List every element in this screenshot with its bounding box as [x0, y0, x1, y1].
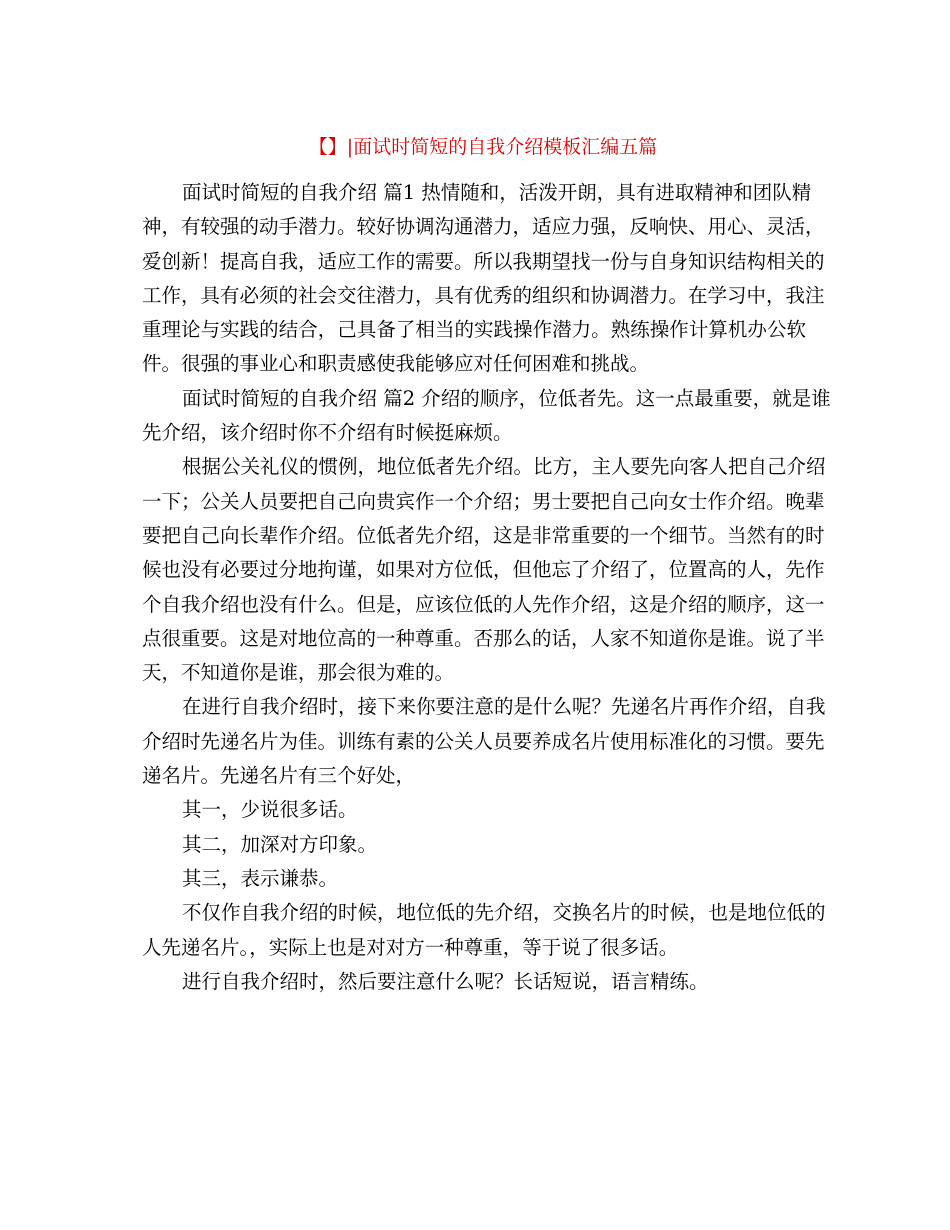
paragraph-line: 其三，表示谦恭。	[182, 866, 339, 890]
paragraph-line: 面试时简短的自我介绍 篇1 热情随和，活泼开朗，具有进取精神和团队精	[182, 181, 812, 204]
paragraph-line: 爱创新！提高自我，适应工作的需要。所以我期望找一份与自身知识结构相关的	[142, 249, 825, 273]
paragraph-line: 其二，加深对方印象。	[182, 832, 378, 856]
paragraph-line: 候也没有必要过分地拘谨，如果对方位低，但他忘了介绍了，位置高的人，先作	[142, 558, 825, 582]
paragraph	[142, 862, 806, 896]
paragraph-line: 递名片。先递名片有三个好处，	[142, 764, 416, 788]
paragraph-line: 进行自我介绍时，然后要注意什么呢？长话短说，语言精练。	[182, 969, 709, 993]
paragraph-line: 点很重要。这是对地位高的一种尊重。否那么的话，人家不知道你是谁。说了半	[142, 626, 825, 650]
paragraph	[142, 690, 826, 793]
paragraph-line: 要把自己向长辈作介绍。位低者先介绍，这是非常重要的一个细节。当然有的时	[142, 523, 825, 547]
document-title: 【】|面试时简短的自我介绍模板汇编五篇	[308, 136, 658, 158]
paragraph	[142, 828, 806, 862]
paragraph	[142, 793, 806, 827]
paragraph-line: 介绍时先递名片为佳。训练有素的公关人员要养成名片使用标准化的习惯。要先	[142, 729, 825, 753]
paragraph-line: 人先递名片。，实际上也是对对方一种尊重，等于说了很多话。	[142, 935, 679, 959]
paragraph-line: 重理论与实践的结合，己具备了相当的实践操作潜力。熟练操作计算机办公软	[142, 318, 806, 342]
paragraph	[142, 176, 825, 382]
paragraph-line: 一下；公关人员要把自己向贵宾作一个介绍；男士要把自己向女士作介绍。晚辈	[142, 489, 825, 513]
paragraph-line: 个自我介绍也没有什么。但是，应该位低的人先作介绍，这是介绍的顺序，这一	[142, 592, 825, 616]
paragraph-line: 先介绍，该介绍时你不介绍有时候挺麻烦。	[142, 421, 513, 445]
paragraph-line: 神，有较强的动手潜力。较好协调沟通潜力，适应力强，反响快、用心、灵活，	[142, 215, 825, 239]
paragraph-line: 根据公关礼仪的惯例，地位低者先介绍。比方，主人要先向客人把自己介绍	[182, 455, 826, 479]
paragraph-line: 在进行自我介绍时，接下来你要注意的是什么呢？先递名片再作介绍，自我	[182, 695, 826, 719]
paragraph-line: 不仅作自我介绍的时候，地位低的先介绍，交换名片的时候，也是地位低的	[182, 901, 826, 925]
paragraph-line: 天，不知道你是谁，那会很为难的。	[142, 661, 455, 685]
paragraph-line: 工作，具有必须的社会交往潜力，具有优秀的组织和协调潜力。在学习中，我注	[142, 283, 825, 307]
paragraph-line: 件。很强的事业心和职责感使我能够应对任何困难和挑战。	[142, 352, 650, 376]
document-body	[142, 176, 831, 999]
paragraph-line: 其一，少说很多话。	[182, 798, 358, 822]
paragraph	[142, 450, 826, 690]
paragraph-line: 面试时简短的自我介绍 篇2 介绍的顺序，位低者先。这一点最重要，就是谁	[182, 386, 831, 410]
paragraph	[142, 965, 806, 999]
paragraph	[142, 896, 826, 965]
paragraph	[142, 382, 831, 451]
